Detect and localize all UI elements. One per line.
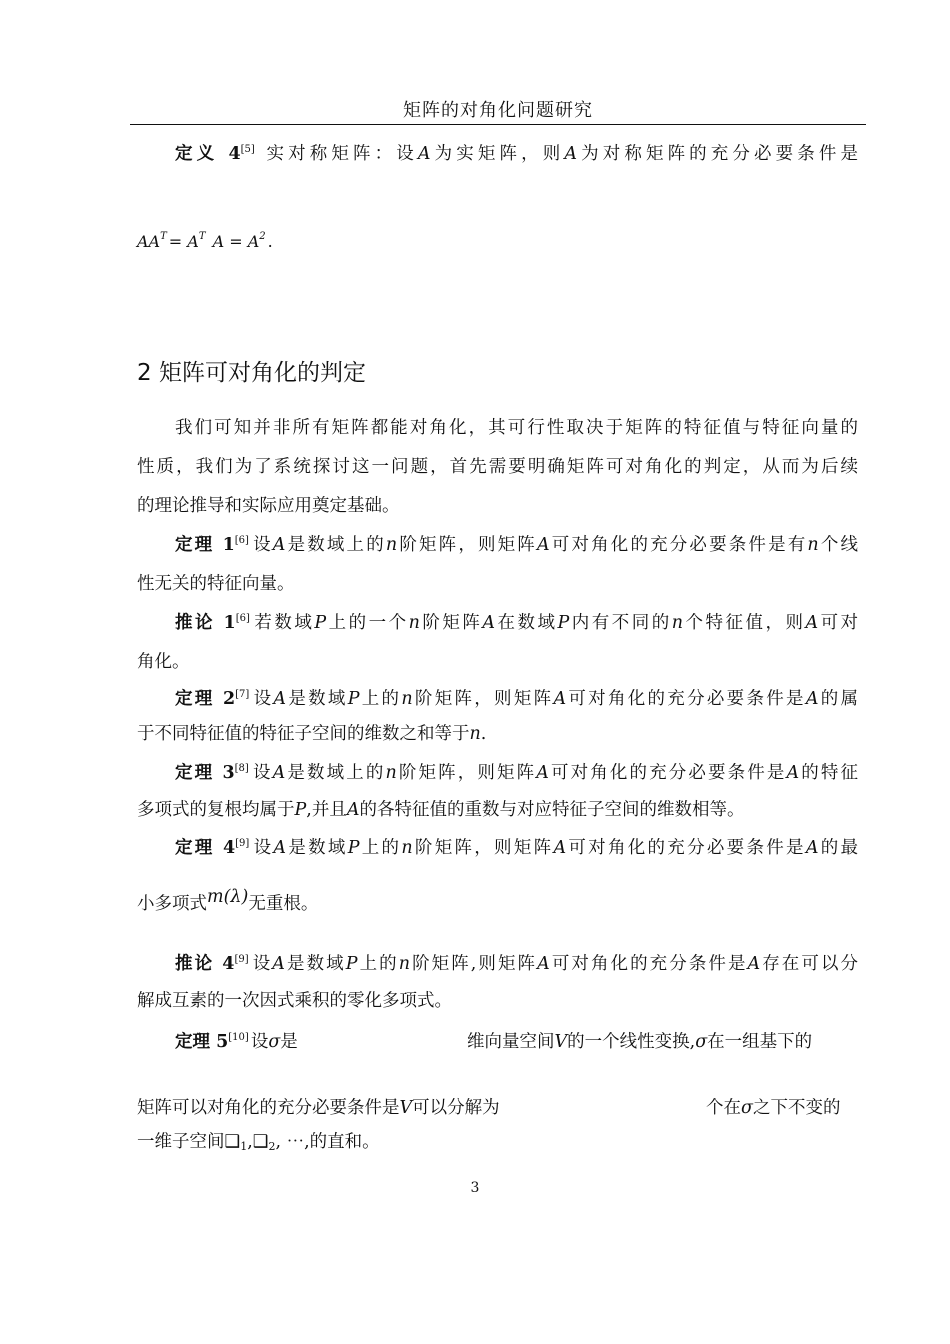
math-var: n <box>398 954 410 974</box>
citation: [5] <box>240 144 255 155</box>
math-var: n <box>401 838 413 858</box>
citation: [8] <box>234 763 249 774</box>
citation: [6] <box>235 613 250 624</box>
theorem-3 <box>175 759 858 784</box>
math-var: P <box>347 838 360 858</box>
formula-part: A = A <box>207 232 260 251</box>
math-var: A <box>805 689 819 709</box>
text: 可对角化的充分必要条件是 <box>566 689 806 709</box>
text: 若数域 <box>251 613 315 633</box>
formula-sup: T <box>160 231 167 242</box>
text: 上的一个 <box>326 613 409 633</box>
math-var: P <box>347 689 360 709</box>
math-var: n <box>401 689 413 709</box>
math-var: n <box>671 613 683 633</box>
theorem-4 <box>175 834 858 859</box>
subscript: 2 <box>268 1140 276 1153</box>
theorem-label: 定理 3 <box>175 763 235 783</box>
text: 设 <box>251 838 274 858</box>
citation: [9] <box>235 838 250 849</box>
text: 是数域上的 <box>285 763 386 783</box>
running-header: 矩阵的对角化问题研究 <box>403 100 593 121</box>
math-var: n <box>385 763 397 783</box>
text: , <box>247 1132 253 1152</box>
math-expression: m(λ) <box>207 887 249 907</box>
text: 一维子空间 <box>137 1132 225 1152</box>
math-var: A <box>537 954 550 974</box>
text: 设 <box>250 1032 269 1052</box>
formula <box>137 231 273 251</box>
theorem-5-line-2b <box>706 1094 840 1119</box>
text: 可对 <box>818 613 859 633</box>
theorem-2 <box>175 685 858 710</box>
math-var: A <box>272 954 285 974</box>
formula-sup: 2 <box>259 231 266 242</box>
math-var: A <box>346 800 360 820</box>
text: 的各特征值的重数与对应特征子空间的维数相等。 <box>359 800 745 820</box>
math-var: A <box>273 689 287 709</box>
theorem-1-cont: 性无关的特征向量。 <box>137 574 295 594</box>
text: 可对角化的充分必要条件是有 <box>549 535 808 555</box>
text: 于不同特征值的特征子空间的维数之和等于 <box>137 724 470 744</box>
theorem-5-line-2 <box>137 1094 500 1119</box>
text: 设 <box>251 689 274 709</box>
theorem-label: 定理 5 <box>175 1032 229 1052</box>
citation: [10] <box>228 1032 249 1043</box>
theorem-label: 定理 4 <box>175 838 236 858</box>
missing-glyph-icon: ❑ <box>224 1132 241 1152</box>
math-var: A <box>553 838 567 858</box>
theorem-1 <box>175 531 858 556</box>
theorem-label: 定理 1 <box>175 535 235 555</box>
corollary-1-cont: 角化。 <box>137 652 190 672</box>
text: 阶矩阵,则矩阵 <box>410 954 538 974</box>
text: 之下不变的 <box>752 1098 841 1118</box>
math-var: V <box>554 1032 568 1052</box>
math-var: A <box>273 838 287 858</box>
text: 小多项式 <box>137 894 207 914</box>
math-var: A <box>272 535 286 555</box>
text: 多项式的复根均属于 <box>137 800 295 820</box>
text: 为实矩阵，则 <box>430 144 565 164</box>
text: 存在可以分 <box>760 954 859 974</box>
math-var: A <box>805 838 819 858</box>
text: 是数域 <box>286 838 348 858</box>
theorem-5-part-2 <box>467 1028 812 1053</box>
math-var: A <box>536 535 550 555</box>
text: 阶矩阵，则矩阵 <box>396 763 537 783</box>
missing-glyph-icon: ❑ <box>252 1132 269 1152</box>
text: 可对角化的充分必要条件是 <box>548 763 787 783</box>
citation: [6] <box>234 535 249 546</box>
definition-label: 定义 4 <box>175 144 241 164</box>
text: , ⋯,的直和。 <box>275 1132 380 1152</box>
formula-sup: T <box>198 231 206 242</box>
math-var: n <box>807 535 819 555</box>
text: 在一组基下的 <box>707 1032 813 1052</box>
text: 上的 <box>359 838 402 858</box>
text: ,并且 <box>306 800 347 820</box>
text: 的属 <box>818 689 859 709</box>
text: 是数域 <box>284 954 346 974</box>
text: 为对称矩阵的充分必要条件是 <box>576 144 859 164</box>
math-var: P <box>557 613 570 633</box>
text: 上的 <box>359 689 402 709</box>
math-var: A <box>747 954 761 974</box>
text: 矩阵可以对角化的充分必要条件是 <box>137 1098 400 1118</box>
math-var: P <box>294 800 307 820</box>
math-var: P <box>314 613 327 633</box>
math-var: A <box>564 144 577 164</box>
intro-line-2: 性质，我们为了系统探讨这一问题，首先需要明确矩阵可对角化的判定，从而为后续 <box>137 457 858 477</box>
text: 无重根。 <box>248 894 319 914</box>
text: 的一个线性变换, <box>567 1032 696 1052</box>
corollary-1 <box>175 609 858 634</box>
corollary-4-cont: 解成互素的一次因式乘积的零化多项式。 <box>137 991 452 1011</box>
math-var: A <box>417 144 431 164</box>
math-var: n <box>469 724 481 744</box>
math-var: σ <box>268 1032 281 1052</box>
theorem-2-cont <box>137 720 486 745</box>
text: 阶矩阵，则矩阵 <box>397 535 537 555</box>
math-var: A <box>536 763 549 783</box>
text: 是数域上的 <box>285 535 386 555</box>
math-var: V <box>399 1098 413 1118</box>
text: 阶矩阵，则矩阵 <box>412 838 554 858</box>
citation: [7] <box>235 689 250 700</box>
formula-part: = A <box>168 232 199 251</box>
text: 可以分解为 <box>412 1098 500 1118</box>
text: 上的 <box>357 954 399 974</box>
intro-line-3: 的理论推导和实际应用奠定基础。 <box>137 496 400 516</box>
theorem-label: 定理 2 <box>175 689 236 709</box>
text: 是 <box>280 1032 298 1052</box>
math-var: A <box>786 763 800 783</box>
theorem-3-cont <box>137 796 745 821</box>
text: 个特征值，则 <box>683 613 806 633</box>
text: 设 <box>250 763 273 783</box>
formula-part: AA <box>137 232 161 251</box>
text: 设 <box>250 535 273 555</box>
text: 阶矩阵 <box>419 613 483 633</box>
text: 实对称矩阵：设 <box>256 144 418 164</box>
text: 可对角化的充分必要条件是 <box>566 838 806 858</box>
text: 设 <box>250 954 273 974</box>
page-number: 3 <box>470 1180 480 1196</box>
theorem-5 <box>175 1028 298 1053</box>
formula-part: . <box>267 232 273 251</box>
math-var: A <box>272 763 286 783</box>
text: 是数域 <box>286 689 348 709</box>
math-var: σ <box>741 1098 753 1118</box>
text: 的最 <box>818 838 859 858</box>
corollary-label: 推论 4 <box>175 954 235 974</box>
math-var: n <box>385 535 398 555</box>
text: 内有不同的 <box>569 613 672 633</box>
math-var: A <box>482 613 496 633</box>
math-var: A <box>553 689 567 709</box>
text: 的特征 <box>799 763 859 783</box>
text: . <box>480 724 487 744</box>
text: 在数域 <box>495 613 558 633</box>
text: 维向量空间 <box>467 1032 555 1052</box>
math-var: σ <box>695 1032 708 1052</box>
corollary-label: 推论 1 <box>175 613 236 633</box>
definition-4 <box>175 140 858 165</box>
subscript: 1 <box>240 1140 248 1153</box>
citation: [9] <box>234 954 249 965</box>
text: 个线 <box>818 535 859 555</box>
math-var: P <box>345 954 358 974</box>
theorem-5-line-3 <box>137 1128 380 1153</box>
header-rule <box>130 124 866 125</box>
text: 阶矩阵，则矩阵 <box>412 689 554 709</box>
theorem-4-cont <box>137 887 319 915</box>
math-var: A <box>805 613 819 633</box>
section-heading: 2 矩阵可对角化的判定 <box>137 360 366 386</box>
math-var: n <box>408 613 420 633</box>
intro-line-1: 我们可知并非所有矩阵都能对角化，其可行性取决于矩阵的特征值与特征向量的 <box>175 418 858 438</box>
text: 个在 <box>706 1098 741 1118</box>
text: 可对角化的充分条件是 <box>549 954 748 974</box>
corollary-4 <box>175 950 858 975</box>
